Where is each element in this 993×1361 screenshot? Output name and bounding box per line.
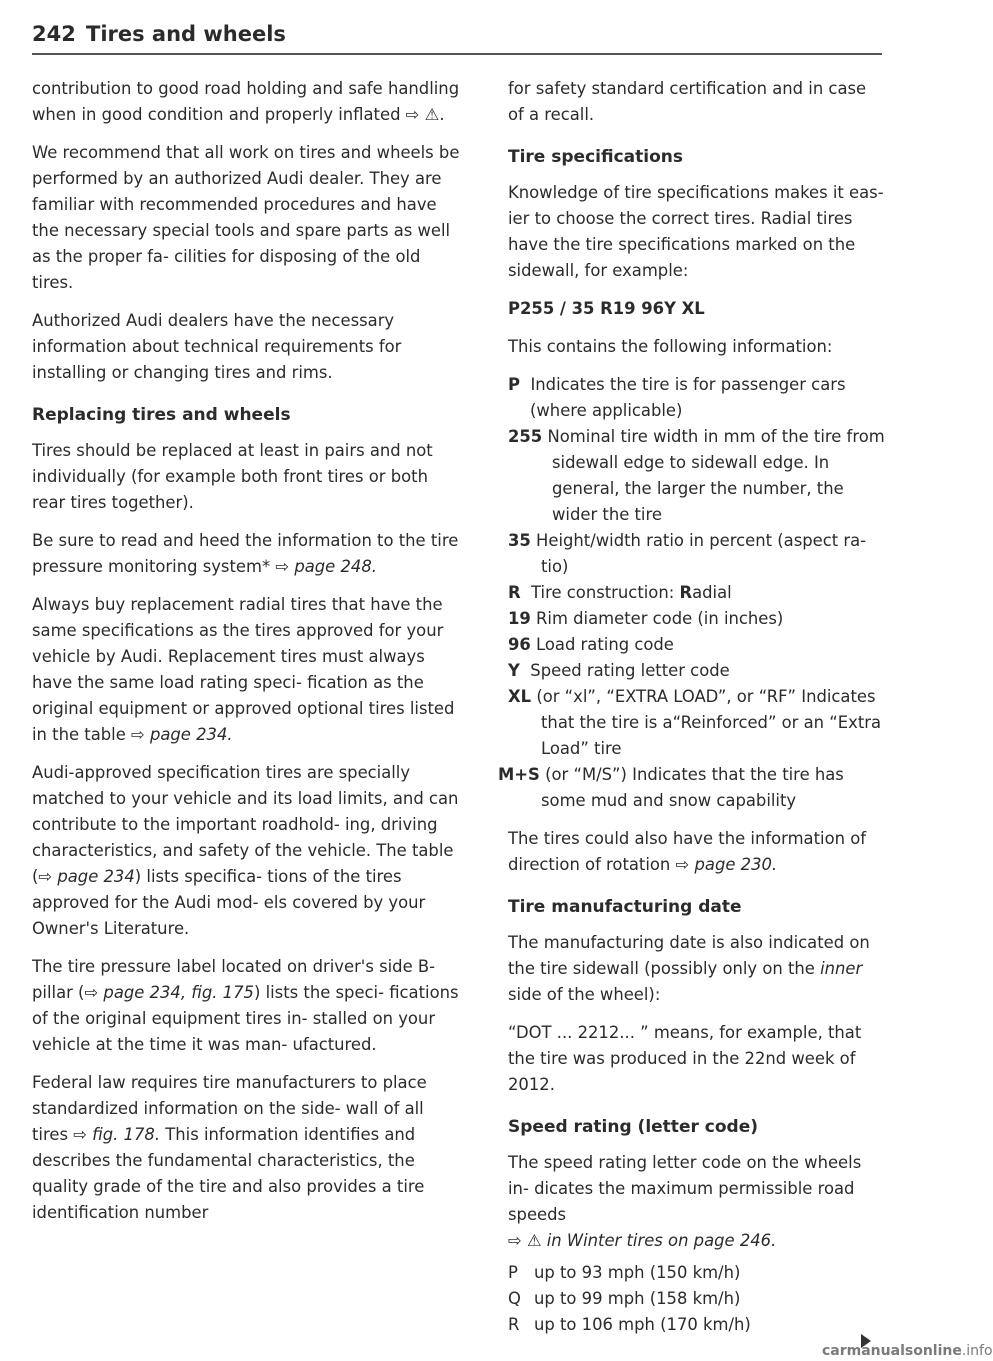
def-item [508,580,886,606]
page-230-link[interactable]: ⇨ page 230. [675,855,778,874]
heading-speed-rating: Speed rating (letter code) [508,1117,758,1137]
label-text-a: The tire pressure label located on driver's side B-pillar ( [32,957,436,1002]
right-paragraph-3: This contains the following information: [508,337,833,356]
speed-letter: R [508,1315,520,1334]
def-item [508,658,886,684]
footer-site-tail: .info [961,1343,993,1359]
rotation-text: The tires could also have the information of direction of rotation [508,829,867,874]
def-item [508,528,886,580]
speed-letter: Q [508,1289,521,1308]
def-term: R [508,583,521,602]
right-paragraph-2: Knowledge of tire specifications makes it eas- ier to choose the correct tires. Radial tires have the tire specifications marked on the sidewall, for example: [508,183,884,280]
right-paragraph-7 [508,1150,886,1254]
def-term: Y [508,661,520,680]
def-desc: Indicates the tire is for passenger cars (where applicable) [530,375,846,420]
speed-text: The speed rating letter code on the wheels in- dicates the maximum permissible road speeds [508,1153,862,1224]
replacement-text: Always buy replacement radial tires that have the same specifications as the tires approved for your vehicle by Audi. Replacement tires must always have the same load rating speci- fication as the original equipment or approved optional tires listed in the table [32,595,455,744]
def-desc-tail: adial [692,583,732,602]
speed-row [508,1286,886,1312]
def-desc: Speed rating letter code [530,661,730,680]
left-paragraph-9 [32,1070,464,1226]
heading-tire-specifications: Tire specifications [508,147,683,167]
def-item [508,632,886,658]
page-234-fig-175-link[interactable]: ⇨ page 234, fig. 175 [84,983,254,1002]
def-term: P [508,375,521,394]
date-text-inner: inner [820,959,863,978]
tpms-text: Be sure to read and heed the information to the tire pressure monitoring system* [32,531,459,576]
section-title: Tires and wheels [86,22,286,46]
heading-replacing-tires: Replacing tires and wheels [32,405,291,425]
speed-letter: P [508,1263,518,1282]
winter-tires-link[interactable]: ⇨ ⚠ in Winter tires on page 246. [508,1231,777,1250]
federal-text-b: This information identifies and describes the fundamental characteristics, the quality grade of the tire and also provides a tire identification number [32,1125,425,1222]
page-234-link-2[interactable]: ⇨ page 234 [38,867,135,886]
left-paragraph-5 [32,528,464,580]
left-paragraph-7 [32,760,464,942]
def-desc: Tire construction: [531,583,680,602]
right-paragraph-4 [508,826,886,878]
left-paragraph-1: contribution to good road holding and safe handling when in good condition and properly inflated ⇨ ⚠. [32,79,460,124]
left-paragraph-6 [32,592,464,748]
def-item [508,684,886,762]
left-paragraph-8 [32,954,464,1058]
def-item [508,606,886,632]
heading-manufacturing-date: Tire manufacturing date [508,897,742,917]
left-paragraph-4: Tires should be replaced at least in pairs and not individually (for example both front tires or both rear tires together). [32,441,433,512]
def-term: 255 [508,427,543,446]
def-term: 35 [508,531,531,550]
def-item [498,762,886,814]
def-desc: Nominal tire width in mm of the tire from sidewall edge to sidewall edge. In general, the larger the number, the wider the tire [547,427,885,524]
approved-text-a: Audi-approved specification tires are specially matched to your vehicle and its load limits, and can contribute to the important roadhold- ing, driving characteristics, and safety of the vehicle. The table ( [32,763,459,886]
speed-row [508,1312,886,1338]
right-paragraph-1: for safety standard certification and in case of a recall. [508,79,867,124]
fig-178-link[interactable]: ⇨ fig. 178. [73,1125,161,1144]
speed-row [508,1260,886,1286]
right-paragraph-5 [508,930,886,1008]
spec-definition-list [498,372,886,814]
def-term: M+S [498,765,540,784]
speed-value: up to 106 mph (170 km/h) [534,1315,751,1334]
date-text-b: side of the wheel): [508,985,661,1004]
def-desc: Load rating code [536,635,674,654]
right-paragraph-6: “DOT ... 2212... ” means, for example, that the tire was produced in the 22nd week of 2012. [508,1023,862,1094]
def-term: 96 [508,635,531,654]
def-term: 19 [508,609,531,628]
speed-rating-list [508,1260,886,1338]
def-desc: Rim diameter code (in inches) [536,609,784,628]
page-number: 242 [32,22,76,46]
page-header [32,20,882,60]
left-column [32,76,464,1238]
federal-text-a: Federal law requires tire manufacturers to place standardized information on the side- wall of all tires [32,1073,427,1144]
approved-text-b: ) lists specifica- tions of the tires approved for the Audi mod- els covered by your Owner's Literature. [32,867,426,938]
page-248-link[interactable]: ⇨ page 248. [275,557,377,576]
def-desc: (or “xl”, “EXTRA LOAD”, or “RF” Indicates that the tire is a“Reinforced” or an “Extra Load” tire [536,687,882,758]
label-text-b: ) lists the speci- fications of the original equipment tires in- stalled on your vehicle at the time it was man- ufactured. [32,983,459,1054]
spec-example: P255 / 35 R19 96Y XL [508,299,705,318]
def-desc-bold: R [679,583,693,602]
date-text-a: The manufacturing date is also indicated on the tire sidewall (possibly only on the [508,933,870,978]
header-divider [32,53,882,55]
def-item [508,372,886,424]
right-column [498,76,886,1338]
def-term: XL [508,687,532,706]
left-paragraph-3: Authorized Audi dealers have the necessary information about technical requirements for installing or changing tires and rims. [32,311,402,382]
speed-value: up to 93 mph (150 km/h) [534,1263,741,1282]
speed-value: up to 99 mph (158 km/h) [534,1289,741,1308]
def-desc: (or “M/S”) Indicates that the tire has some mud and snow capability [541,765,844,810]
left-paragraph-2: We recommend that all work on tires and wheels be performed by an authorized Audi dealer. They are familiar with recommended procedures and have the necessary special tools and spare parts as well as the proper fa- cilities for disposing of the old tires. [32,143,460,292]
footer-site-bold: carmanualsonline [822,1343,962,1359]
page-234-link[interactable]: ⇨ page 234. [131,725,233,744]
def-item [508,424,886,528]
footer-watermark [822,1343,993,1359]
def-desc: Height/width ratio in percent (aspect ra- tio) [536,531,867,576]
